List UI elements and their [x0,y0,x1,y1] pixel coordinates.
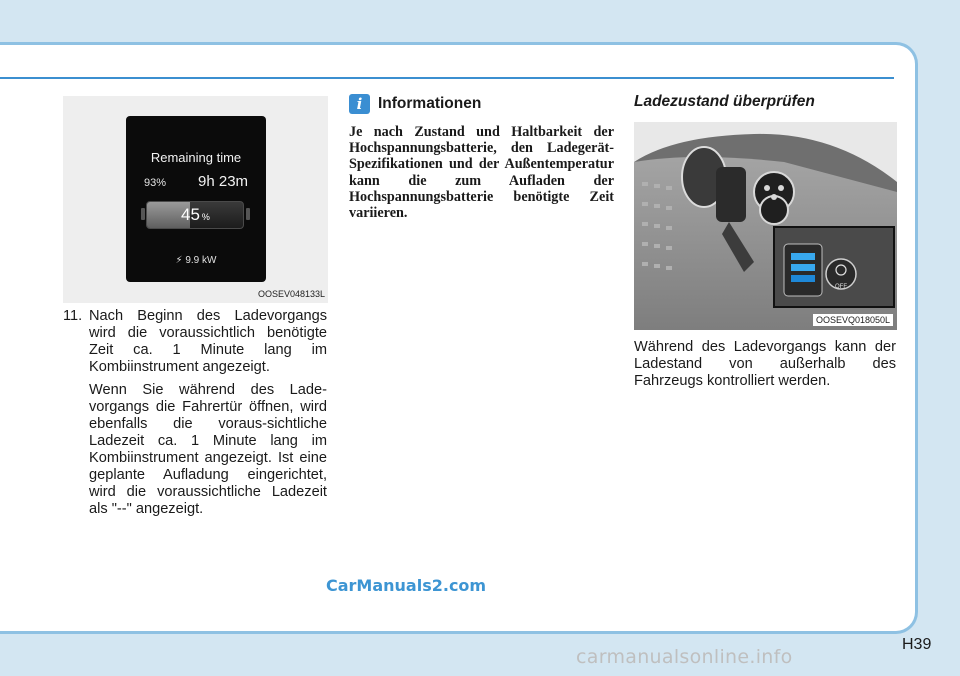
step-note: Wenn Sie während des Lade-vorgangs die Fahrertür öffnen, wird ebenfalls die voraus-sichtliche Ladezeit ca. 1 Minute lang im Kombiinstrument angezeigt. Ist eine geplante Aufladung eingerichtet, wird die voraussichtliche Ladezeit als "--" angezeigt. [89,382,327,517]
step-number: 11. [63,308,83,324]
charge-value: 45 [181,205,200,224]
remaining-time-title: Remaining time [150,150,242,165]
section-title: Ladezustand überprüfen [634,93,815,110]
battery-gauge [146,201,244,229]
figure-code: OOSEV048133L [257,289,325,299]
charge-connector [716,167,746,222]
battery-percent-label: 93% [144,177,167,189]
battery-cap-right [246,208,250,220]
cluster-display [126,116,266,282]
charge-port-illustration [634,122,897,330]
section-body: Während des Ladevorgangs kann der Ladestand von außerhalb des Fahrzeugs kontrolliert werden. [634,339,896,389]
info-title: Informationen [378,95,482,112]
info-icon: i [349,94,370,114]
figure-code: OOSEVQ018050L [813,314,893,326]
site-watermark: CarManuals2.com [326,576,487,595]
cluster-figure [63,96,328,303]
charge-unit: % [201,212,210,222]
header-rule [0,77,894,79]
footer-watermark: carmanualsonline.info [576,646,793,668]
step-11 [63,308,327,376]
charge-readout [181,205,210,225]
remaining-time-value: 9h 23m [198,173,249,190]
charging-power-label: ⚡ 9.9 kW [175,255,217,266]
off-button-label: OFF [835,284,847,290]
step-text: Nach Beginn des Ladevorgangs wird die voraussichtlich benötigte Zeit ca. 1 Minute lang im Kombiinstrument angezeigt. [89,308,327,375]
battery-cap-left [141,208,145,220]
page-number: H39 [902,636,932,653]
info-body: Je nach Zustand und Haltbarkeit der Hochspannungsbatterie, den Ladegerät-Spezifikationen und der Außentemperatur kann die zum Aufladen der Hochspannungsbatterie benötigte Zeit variieren. [349,124,614,222]
charge-port-figure [634,122,897,330]
